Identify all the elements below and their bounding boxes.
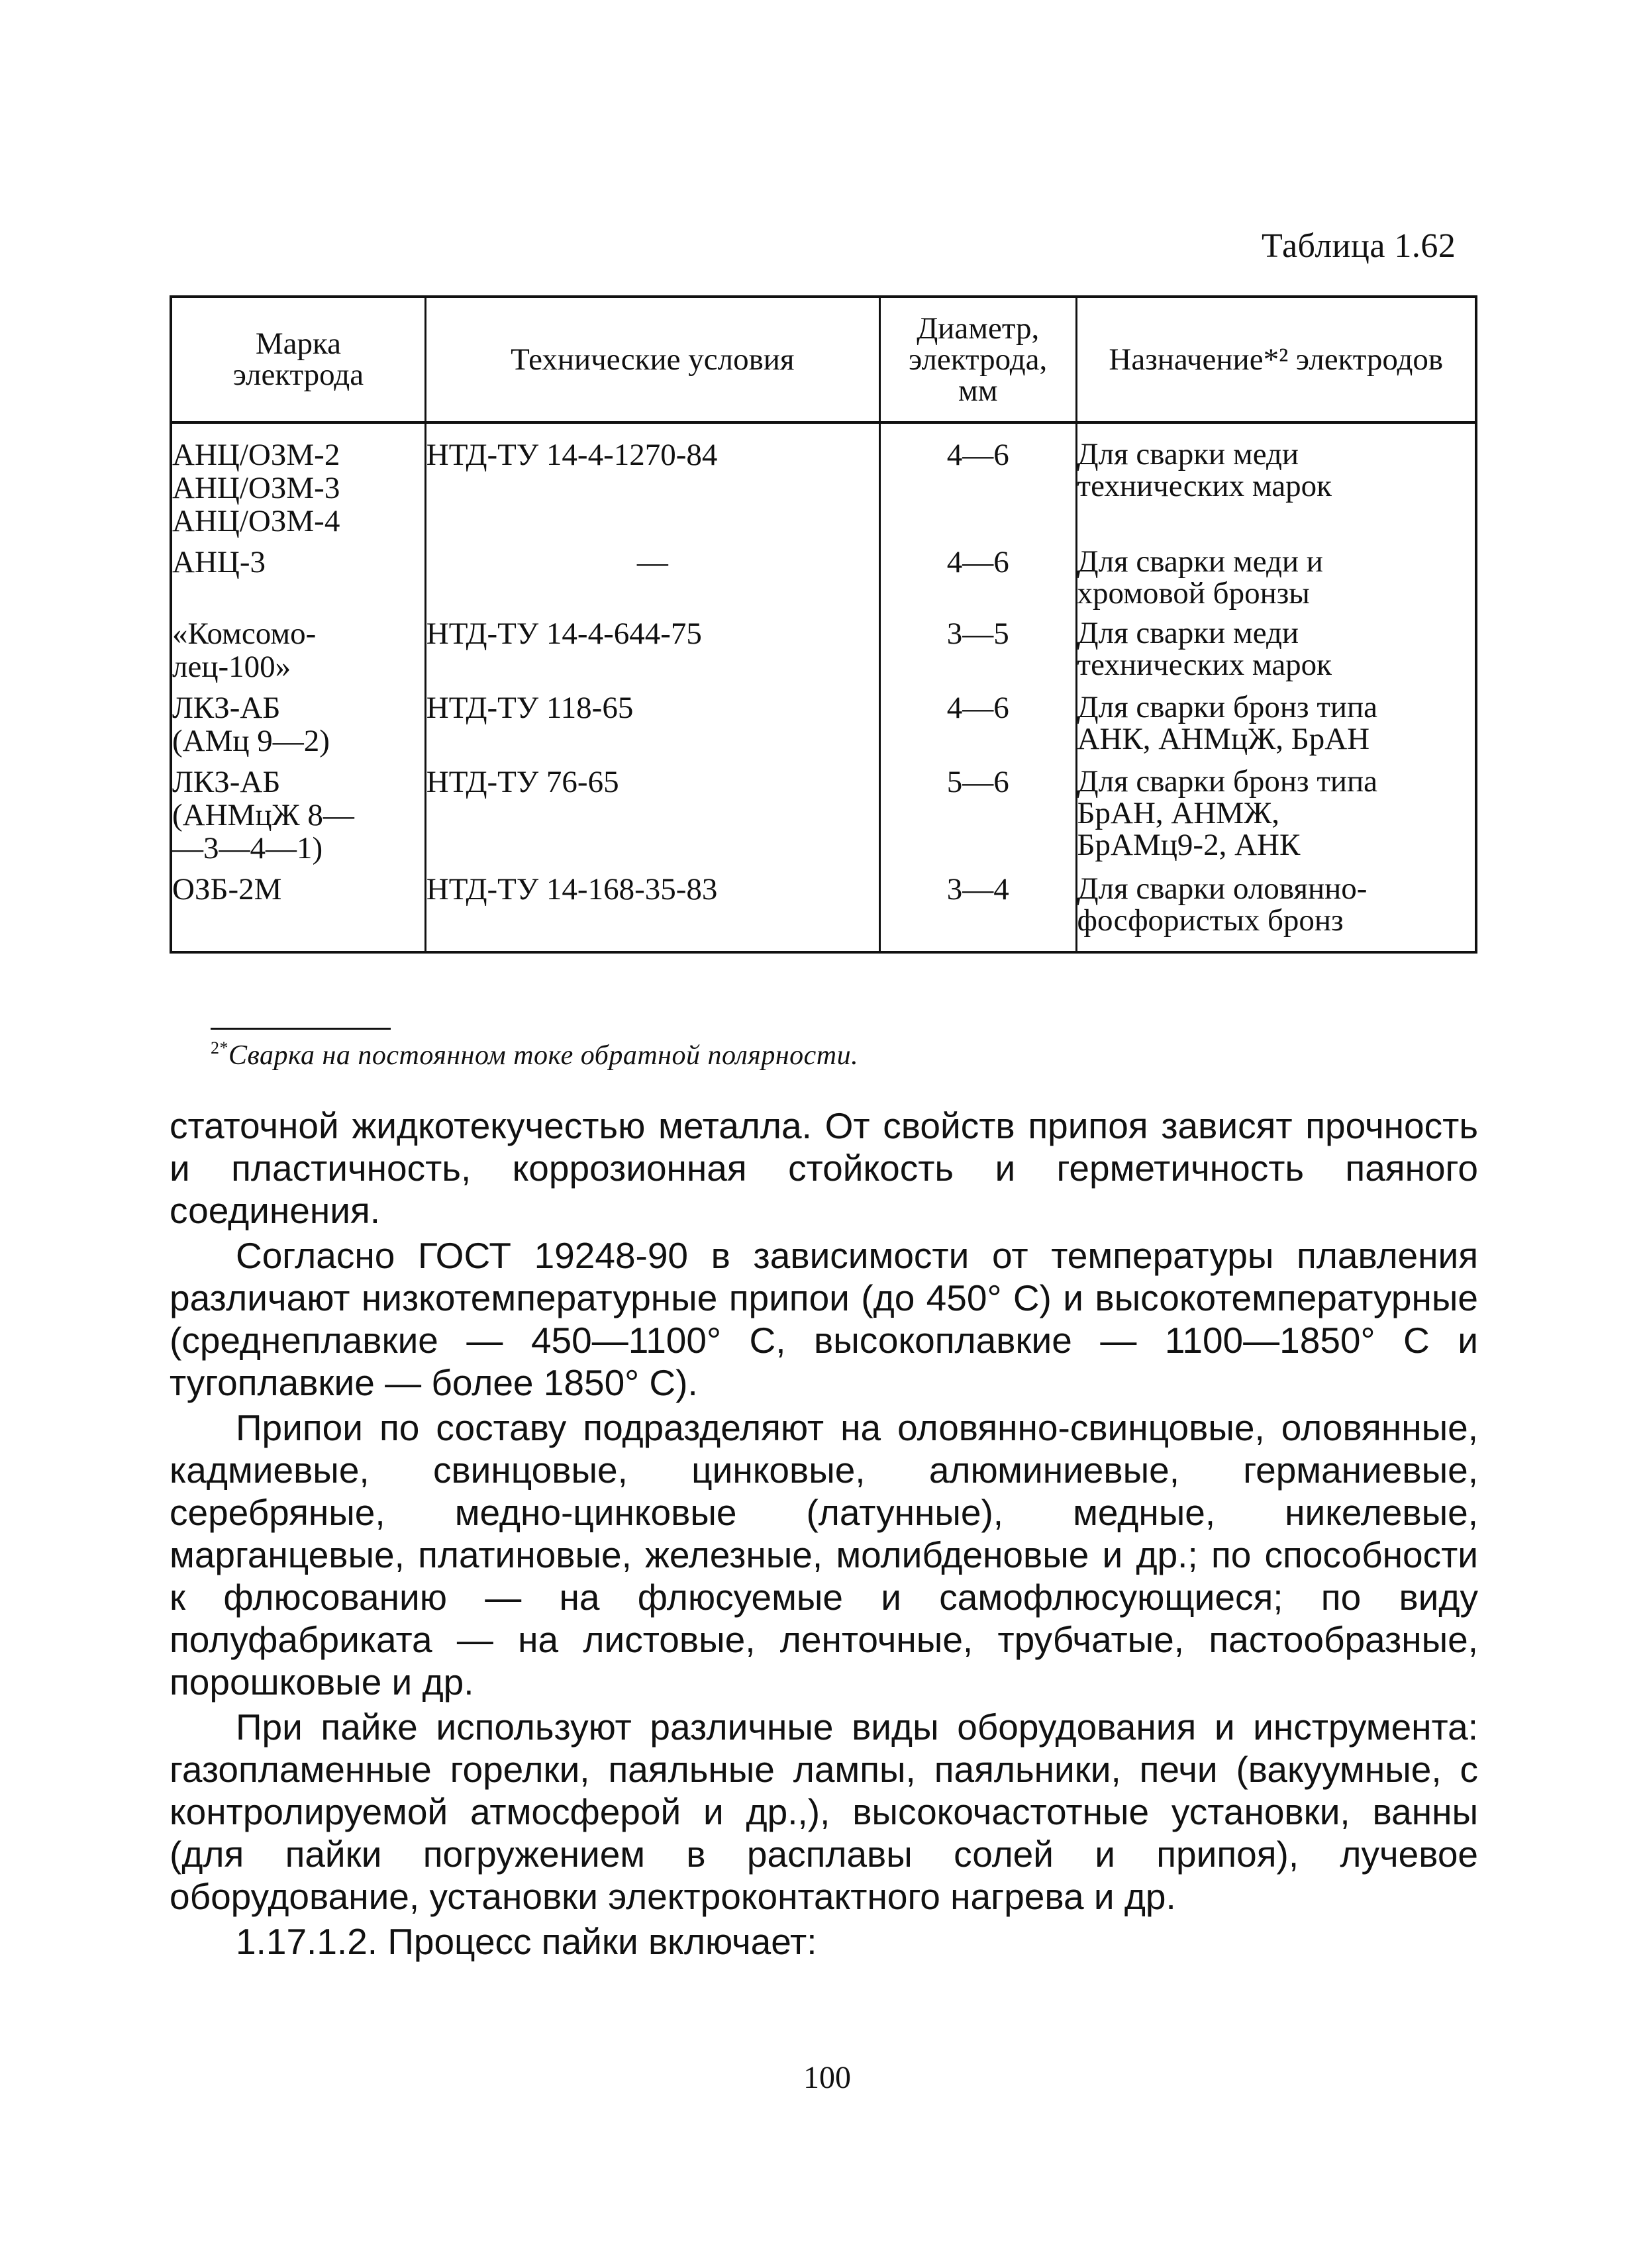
- cell-purpose: Для сварки бронз типа БрАН, АНМЖ, БрАМц9-2, АНК: [1076, 762, 1476, 869]
- cell-tech-conditions: НТД-ТУ 118-65: [425, 687, 879, 762]
- cell-tech-conditions: НТД-ТУ 14-4-1270-84: [425, 422, 879, 542]
- cell-purpose: Для сварки меди технических марок: [1076, 422, 1476, 542]
- cell-purpose: Для сварки оловянно- фосфористых бронз: [1076, 869, 1476, 952]
- cell-purpose: Для сварки меди и хромовой бронзы: [1076, 542, 1476, 613]
- cell-mark: ОЗБ-2М: [171, 869, 425, 952]
- cell-mark: ЛКЗ-АБ (АНМцЖ 8— —3—4—1): [171, 762, 425, 869]
- table-row: [171, 422, 1476, 542]
- cell-diameter: 3—4: [879, 869, 1076, 952]
- section-heading: 1.17.1.2. Процесс пайки включает:: [236, 1921, 817, 1962]
- paragraph: При пайке используют различные виды оборудования и инструмента: газопламенные горелки, паяльные лампы, паяльники, печи (вакуумные, с контролируемой атмосферой и др.,), высокочастотные установки, ванны (для пайки погружением в расплавы солей и припоя), лучевое оборудование, установки электроконтактного нагрева и др.: [170, 1706, 1478, 1917]
- header-mark: Марка электрода: [171, 297, 425, 422]
- table-row: [171, 613, 1476, 687]
- table-row: [171, 687, 1476, 762]
- header-purpose-text: Назначение*² электродов: [1109, 342, 1444, 377]
- paragraph: Согласно ГОСТ 19248-90 в зависимости от температуры плавления различают низкотемпературные припои (до 450° С) и высокотемпературные (среднеплавкие — 450—1100° С, высокоплавкие — 1100—1850° С и тугоплавкие — более 1850° С).: [170, 1235, 1478, 1403]
- cell-mark: АНЦ-3: [171, 542, 425, 613]
- table-header-row: [171, 297, 1476, 422]
- cell-tech-conditions: —: [425, 542, 879, 613]
- electrode-table: [170, 295, 1477, 954]
- footnote: [211, 1038, 858, 1071]
- table-row: [171, 762, 1476, 869]
- cell-tech-conditions: НТД-ТУ 14-168-35-83: [425, 869, 879, 952]
- footnote-text: Сварка на постоянном токе обратной полярности.: [228, 1040, 859, 1071]
- paragraph: Припои по составу подразделяют на оловянно-свинцовые, оловянные, кадмиевые, свинцовые, цинковые, алюминиевые, германиевые, серебряные, медно-цинковые (латунные), медные, никелевые, марганцевые, платиновые, железные, молибденовые и др.; по способности к флюсованию — на флюсуемые и самофлюсующиеся; по виду полуфабриката — на листовые, ленточные, трубчатые, пастообразные, порошковые и др.: [170, 1407, 1478, 1702]
- header-purpose: [1076, 297, 1476, 422]
- cell-diameter: 4—6: [879, 422, 1076, 542]
- cell-diameter: 4—6: [879, 687, 1076, 762]
- header-tech-conditions: Технические условия: [425, 297, 879, 422]
- cell-mark: АНЦ/ОЗМ-2 АНЦ/ОЗМ-3 АНЦ/ОЗМ-4: [171, 422, 425, 542]
- cell-tech-conditions: НТД-ТУ 76-65: [425, 762, 879, 869]
- cell-purpose: Для сварки меди технических марок: [1076, 613, 1476, 687]
- table-row: [171, 869, 1476, 952]
- cell-tech-conditions: НТД-ТУ 14-4-644-75: [425, 613, 879, 687]
- cell-diameter: 5—6: [879, 762, 1076, 869]
- table-row: [171, 542, 1476, 613]
- header-diameter: Диаметр, электрода, мм: [879, 297, 1076, 422]
- footnote-marker: 2*: [211, 1038, 228, 1058]
- paragraph: статочной жидкотекучестью металла. От свойств припоя зависят прочность и пластичность, коррозионная стойкость и герметичность паяного соединения.: [170, 1105, 1478, 1231]
- body-text: [170, 1105, 1478, 1965]
- footnote-rule: [211, 1028, 391, 1030]
- cell-diameter: 4—6: [879, 542, 1076, 613]
- cell-mark: ЛКЗ-АБ (АМц 9—2): [171, 687, 425, 762]
- table-caption: Таблица 1.62: [1262, 227, 1456, 265]
- page-number: 100: [803, 2060, 851, 2095]
- cell-purpose: Для сварки бронз типа АНК, АНМцЖ, БрАН: [1076, 687, 1476, 762]
- cell-mark: «Комсомо- лец-100»: [171, 613, 425, 687]
- cell-diameter: 3—5: [879, 613, 1076, 687]
